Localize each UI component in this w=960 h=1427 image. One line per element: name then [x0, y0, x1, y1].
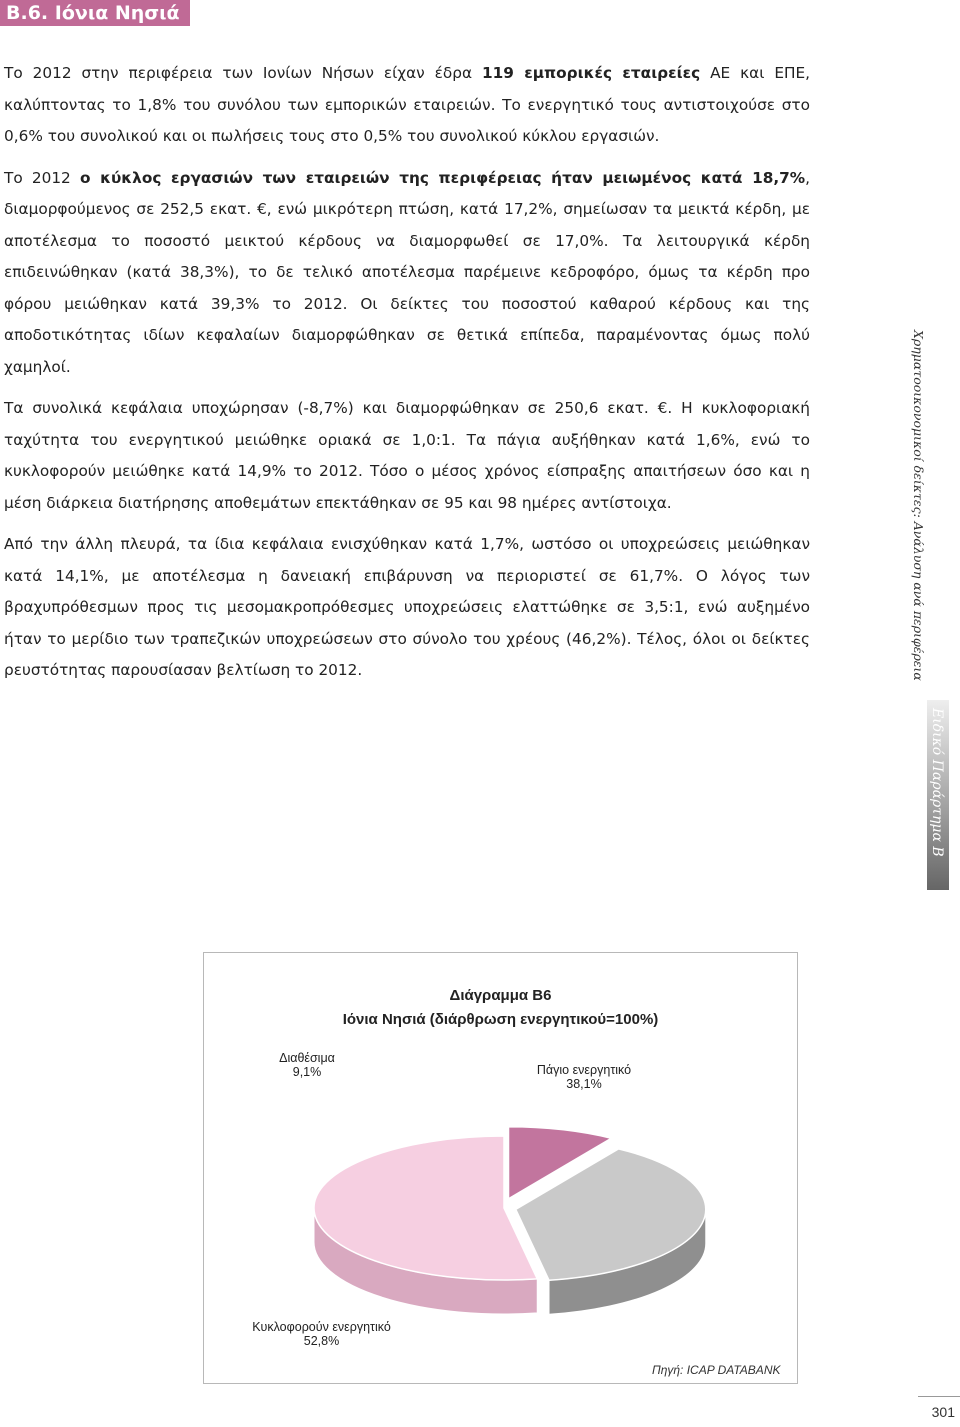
page-rule	[918, 1396, 960, 1397]
slice-name-fixed-assets: Πάγιο ενεργητικό	[536, 1063, 632, 1077]
running-head-text: Χρηματοοικονομικοί δείκτες: Ανάλυση ανά περιφέρεια	[911, 330, 926, 681]
appendix-label: Ειδικό Παράρτημα Β	[929, 708, 945, 857]
paragraph-1: Το 2012 στην περιφέρεια των Ιονίων Νήσων είχαν έδρα 119 εμπορικές εταιρείες ΑΕ και ΕΠΕ, καλύπτοντας το 1,8% του συνόλου των εμπορικών εταιρειών. Το ενεργητικό τους αντιστοιχούσε στο 0,6% του συνολικού και οι πωλήσεις τους στο 0,5% του συνολικού κύκλου εργασιών.	[4, 64, 811, 145]
page-number: 301	[931, 1404, 955, 1420]
pie-chart	[203, 952, 798, 1384]
paragraph-2: Το 2012 ο κύκλος εργασιών των εταιρειών της περιφέρειας ήταν μειωμένος κατά 18,7%, διαμορφούμενος σε 252,5 εκατ. €, ενώ μικρότερη πτώση, κατά 17,2%, σημείωσαν τα μεικτά κέρδη, με αποτέλεσμα το ποσοστό μεικτού κέρδους να διαμορφωθεί σε 17,0%. Τα λειτουργικά κέρδη επιδεινώθηκαν (κατά 38,3%), το δε τελικό αποτέλεσμα παρέμεινε κεδροφόρο, όμως τα κέρδη προ φόρου μειώθηκαν κατά 39,3% το 2012. Οι δείκτες του ποσοστού καθαρού κέρδους και της αποδοτικότητας ιδίων κεφαλαίων διαμορφώθηκαν σε θετικά επίπεδα, παραμένοντας όμως πολύ χαμηλοί.	[4, 168, 811, 376]
slice-name-current-assets: Κυκλοφορούν ενεργητικό	[252, 1320, 391, 1334]
slice-label-cash	[252, 1051, 362, 1079]
appendix-tab	[927, 700, 949, 890]
paragraph-4: Από την άλλη πλευρά, τα ίδια κεφάλαια ενισχύθηκαν κατά 1,7%, ωστόσο οι υποχρεώσεις μειώθηκαν κατά 14,1%, με αποτέλεσμα η δανειακή επιβάρυνση να περιοριστεί σε 61,7%. Ο λόγος των βραχυπρόθεσμων προς τις μεσομακροπρόθεσμες υποχρεώσεις ελαττώθηκε σε 3,5:1, ενώ αυξημένο ήταν το μερίδιο των τραπεζικών υποχρεώσεων στο σύνολο του χρέους (46,2%). Τέλος, όλοι οι δείκτες ρευστότητας παρουσίασαν βελτίωση το 2012.	[4, 535, 810, 679]
section-title: Β.6. Ιόνια Νησιά	[0, 0, 190, 26]
chart-title: Διάγραμμα Β6	[449, 987, 552, 1004]
slice-value-cash: 9,1%	[292, 1065, 322, 1079]
paragraph-3: Τα συνολικά κεφάλαια υποχώρησαν (-8,7%) και διαμορφώθηκαν σε 250,6 εκατ. €. Η κυκλοφοριακή ταχύτητα του ενεργητικού μειώθηκε οριακά σε 1,0:1. Τα πάγια αυξήθηκαν κατά 1,6%, ενώ το κυκλοφορούν μειώθηκε κατά 14,9% το 2012. Τόσο ο μέσος χρόνος είσπραξης απαιτήσεων όσο και η μέση διάρκεια διατήρησης αποθεμάτων επεκτάθηκαν σε 95 και 98 ημέρες αντίστοιχα.	[4, 399, 810, 512]
slice-label-current-assets	[224, 1320, 419, 1348]
chart-source: Πηγή: ICAP DATABANK	[652, 1363, 781, 1377]
slice-value-current-assets: 52,8%	[303, 1334, 340, 1348]
slice-label-fixed-assets	[509, 1063, 659, 1091]
body-text	[4, 58, 810, 697]
slice-name-cash: Διαθέσιμα	[279, 1051, 335, 1065]
chart-subtitle: Ιόνια Νησιά (διάρθρωση ενεργητικού=100%)	[342, 1011, 659, 1028]
slice-value-fixed-assets: 38,1%	[566, 1077, 602, 1091]
